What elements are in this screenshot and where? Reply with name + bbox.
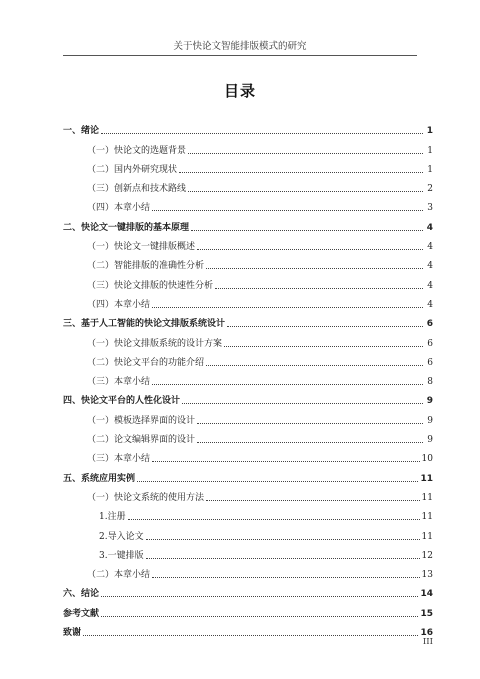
toc-entry-number: 四、 [63,396,82,407]
toc-entry[interactable] [63,350,433,369]
toc-dot-leader [188,191,423,192]
toc-entry[interactable] [63,253,433,272]
toc-dot-leader [206,365,423,366]
toc-entry-page: 1 [427,145,433,156]
toc-entry[interactable] [63,523,433,542]
toc-dot-leader [152,577,420,578]
toc-entry-number: 2. [99,531,108,542]
toc-entry-title: 本章小结 [114,570,151,581]
toc-entry[interactable] [63,504,433,523]
toc-dot-leader [152,384,423,385]
toc-entry-page: 4 [427,280,433,291]
toc-entry-number: 六、 [63,589,82,600]
toc-entry-title: 参考文献 [63,608,100,619]
toc-entry-page: 2 [427,184,433,195]
toc-entry[interactable] [63,620,433,639]
toc-dot-leader [197,423,423,424]
toc-dot-leader [215,288,423,289]
toc-dot-leader [146,539,420,540]
toc-entry-title: 绪论 [81,126,100,137]
toc-entry-title: 注册 [107,512,126,523]
toc-entry-title: 国内外研究现状 [114,164,178,175]
toc-entry-title: 导入论文 [107,531,144,542]
toc-dot-leader [206,268,423,269]
toc-entry-number: 3. [99,550,108,561]
toc-entry-page: 13 [421,570,433,581]
toc-entry-page: 11 [421,512,433,523]
toc-entry[interactable] [63,214,433,233]
toc-entry[interactable] [63,407,433,426]
toc-entry-title: 本章小结 [114,454,151,465]
toc-entry[interactable] [63,388,433,407]
toc-entry-page: 12 [421,550,433,561]
toc-entry-page: 11 [420,473,433,484]
toc-entry-title: 快论文平台的功能介绍 [114,357,205,368]
toc-entry-title: 结论 [81,589,100,600]
toc-entry[interactable] [63,581,433,600]
toc-entry-title: 智能排版的准确性分析 [114,261,205,272]
toc-entry-page: 4 [426,222,433,233]
toc-entry-number: （二） [87,261,115,272]
toc-entry-title: 快论文的选题背景 [114,145,187,156]
toc-entry[interactable] [63,446,433,465]
toc-entry-number: （四） [87,299,115,310]
page-title: 目录 [223,82,256,100]
toc-entry-title: 快论文一键排版的基本原理 [81,222,190,233]
toc-entry[interactable] [63,330,433,349]
toc-dot-leader [101,596,418,597]
toc-entry[interactable] [63,272,433,291]
toc-dot-leader [137,481,418,482]
toc-entry-title: 基于人工智能的快论文排版系统设计 [81,319,226,330]
toc-entry-number: （二） [87,357,115,368]
toc-entry[interactable] [63,427,433,446]
toc-entry[interactable] [63,311,433,330]
toc-entry[interactable] [63,292,433,311]
toc-entry-title: 快论文一键排版概述 [114,242,196,253]
toc-entry-number: 二、 [63,222,82,233]
toc-entry-number: 1. [99,512,108,523]
toc-entry-page: 9 [427,415,433,426]
toc-dot-leader [101,133,423,134]
toc-entry-number: 一、 [63,126,82,137]
toc-entry-page: 11 [421,531,433,542]
toc-dot-leader [188,153,423,154]
toc-entry-title: 本章小结 [114,203,151,214]
toc-entry[interactable] [63,562,433,581]
toc-dot-leader [152,210,423,211]
toc-entry-number: （三） [87,454,115,465]
toc-entry-page: 15 [420,608,433,619]
toc-dot-leader [152,307,423,308]
toc-dot-leader [101,616,418,617]
toc-entry-page: 9 [426,396,433,407]
toc-entry-title: 论文编辑界面的设计 [114,435,196,446]
toc-entry-title: 快论文排版系统的设计方案 [114,338,223,349]
toc-dot-leader [191,230,423,231]
toc-dot-leader [182,403,423,404]
toc-entry-number: （一） [87,492,115,503]
toc-entry[interactable] [63,118,433,137]
toc-entry-page: 4 [427,261,433,272]
toc-entry[interactable] [63,157,433,176]
toc-entry-number: （三） [87,377,115,388]
toc-dot-leader [128,519,420,520]
toc-entry-title: 本章小结 [114,299,151,310]
toc-entry[interactable] [63,176,433,195]
toc-entry-page: 4 [427,299,433,310]
toc-entry-page: 6 [427,357,433,368]
toc-entry-number: （一） [87,415,115,426]
running-header: 关于快论文智能排版模式的研究 [63,38,417,56]
toc-entry-title: 致谢 [63,628,82,639]
toc-entry-number: （二） [87,570,115,581]
toc-entry-page: 11 [421,492,433,503]
toc-entry[interactable] [63,600,433,619]
toc-dot-leader [179,172,423,173]
toc-entry-page: 9 [427,435,433,446]
toc-entry-title: 快论文排版的快速性分析 [114,280,214,291]
toc-entry[interactable] [63,369,433,388]
toc-entry-number: 三、 [63,319,82,330]
toc-entry-title: 系统应用实例 [81,473,136,484]
toc-entry-page: 10 [421,454,433,465]
toc-entry-title: 快论文系统的使用方法 [114,492,205,503]
toc-entry[interactable] [63,485,433,504]
toc-entry-page: 1 [427,164,433,175]
toc-entry-page: 1 [426,126,433,137]
toc-entry-number: （三） [87,184,115,195]
toc-entry-page: 8 [427,377,433,388]
toc-dot-leader [227,326,423,327]
toc-dot-leader [197,442,423,443]
toc-entry-page: 6 [427,338,433,349]
toc-entry-number: 五、 [63,473,82,484]
toc-entry-page: 3 [427,203,433,214]
toc-entry-page: 4 [427,242,433,253]
toc-entry-title: 创新点和技术路线 [114,184,187,195]
page-number: III [422,637,433,647]
toc-entry-number: （一） [87,145,115,156]
toc-dot-leader [197,249,423,250]
toc-entry-page: 6 [426,319,433,330]
toc-entry[interactable] [63,543,433,562]
toc-entry[interactable] [63,195,433,214]
toc-entry[interactable] [63,465,433,484]
toc-entry-number: （二） [87,164,115,175]
toc-entry-title: 快论文平台的人性化设计 [81,396,181,407]
toc-entry-number: （三） [87,280,115,291]
toc-dot-leader [224,346,423,347]
table-of-contents [63,118,433,639]
toc-entry-title: 一键排版 [107,550,144,561]
toc-entry[interactable] [63,234,433,253]
toc-entry[interactable] [63,137,433,156]
toc-entry-number: （一） [87,338,115,349]
toc-entry-page: 14 [420,589,433,600]
toc-entry-number: （四） [87,203,115,214]
toc-entry-title: 模板选择界面的设计 [114,415,196,426]
toc-entry-number: （一） [87,242,115,253]
toc-dot-leader [83,635,418,636]
toc-dot-leader [152,461,420,462]
toc-dot-leader [146,558,420,559]
toc-entry-title: 本章小结 [114,377,151,388]
toc-entry-page: 16 [420,628,433,639]
toc-entry-number: （二） [87,435,115,446]
toc-dot-leader [206,500,420,501]
